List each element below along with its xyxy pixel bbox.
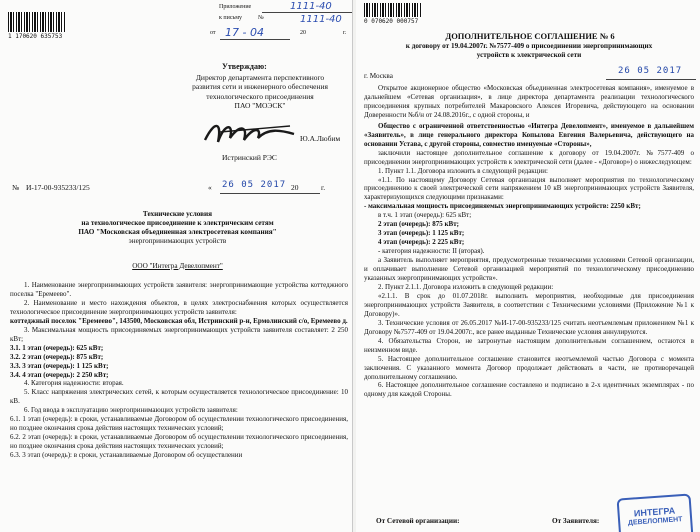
tu-item: 1. Наименование энергопринимающих устройств заявителя: энергопринимающие устройства коттеджного поселка "Еремеево". [10,281,348,298]
tu-title [20,210,335,246]
paragraph: 3. Технические условия от 26.05.2017 №И-17-00-935233/125 считать неотъемлемым приложением №1 к Договору №7577-409 от 19.04.2007г., все ранее выданные Технические условия аннулируются. [364,318,694,336]
agreement-title: ДОПОЛНИТЕЛЬНОЕ СОГЛАШЕНИЕ № 6 [445,31,615,41]
underline [220,39,290,40]
paragraph: «2.1.1. В срок до 01.07.2018г. выполнить мероприятия, необходимые для присоединения энергопринимающих устройств Заявителя, в соответствии с Техническими условиями (Приложение №1 к Договору)». [364,291,694,318]
tu-item: 3.2. 2 этап (очередь): 875 кВт; [10,352,104,361]
agreement-body [364,84,694,399]
doc-number: И-17-00-935233/125 [26,183,90,192]
stamp-text: ДЕВЕЛОПМЕНТ [627,515,683,527]
approver-line: ПАО "МОЭСК" [234,101,286,111]
paragraph: 4. Обязательства Сторон, не затронутые настоящим дополнительным соглашением, остаются в неизменном виде. [364,336,694,354]
letter-label: к письму [219,15,243,21]
tu-item: 6.1. 1 этап (очередь): в сроки, устанавливаемые Договором об осуществлении технологического присоединения, но позднее окончания срока действия настоящих технических условий; [10,415,348,433]
tu-item: 6. Год ввода в эксплуатацию энергопринимающих устройств заявителя: [24,406,238,415]
tu-title-line: ПАО "Московская объединенная электросетевая компания" [78,228,277,236]
year-label: 20 [300,30,306,36]
company-stamp-icon [617,493,694,532]
agreement-subtitle [362,42,696,60]
paragraph: Открытое акционерное общество «Московская объединенная электросетевая компания», именуемое в дальнейшем «Сетевая организация», в лице директора департамента реализации технологического присоединения крупных потребителей Макаровского Алексея Игоревича, действующего на основании Доверенности №б/н от 24.08.2016г., с одной стороны, и [364,84,694,119]
subtitle-line: устройств к электрической сети [476,51,582,59]
company-name: ООО "Интегра Девелопмент" [132,262,223,270]
signature-name: Ю.А.Любим [300,134,341,143]
tu-item: 3. Максимальная мощность присоединяемых энергопринимающих устройств заявителя составляет: 2 250 кВт; [10,325,349,343]
barcode-number: 0 070620 000757 [364,18,419,25]
date-stamp: 26 05 2017 [222,180,287,190]
approver-line: Директор департамента перспективного [195,73,325,82]
right-document-page [356,0,700,532]
applicant-signature-label: От Заявителя: [552,517,600,525]
date-year: 20 [291,183,299,192]
letter-no-value: 1111-40 [300,14,342,25]
date-from-label: от [210,30,216,36]
approver-line: развития сети и инженерного обеспечения [192,82,328,92]
approve-title: Утверждаю: [222,62,267,71]
tu-title-line: Технические условия [142,210,213,218]
tu-item: 6.3. 3 этап (очередь): в сроки, устанавливаемые Договором об осуществлении [10,451,243,460]
year-suffix: г. [343,30,347,36]
paragraph: 2. Пункт 2.1.1. Договора изложить в следующей редакции: [378,282,554,291]
date-from-value: 17 - 04 [225,26,264,39]
paragraph: 1. Пункт 1.1. Договора изложить в следующей редакции: [378,166,548,175]
date-open-quote: « [208,183,212,192]
tu-item: 3.1. 1 этап (очередь): 625 кВт; [10,343,104,352]
approver-position [170,73,350,111]
tu-item: коттеджный поселок "Еремеево", 143500, Московская обл, Истринский р-н, Ермолинский с/о, Еремеево д. [10,316,348,325]
paragraph: 3 этап (очередь): 1 125 кВт; [378,229,465,238]
tu-item: 2. Наименование и место нахождения объектов, в целях электроснабжения которых осуществляется технологическое присоединение энергопринимающих устройств заявителя: [10,298,348,316]
underline [262,12,352,13]
doc-number-label: № [12,183,20,192]
date-stamp: 26 05 2017 [618,66,683,76]
paragraph: а Заявитель выполняет мероприятия, предусмотренные техническими условиями Сетевой организации, и оплачивает выполнение Сетевой организацией мероприятий по технологическому присоединению указанных энергопринимающих устройств». [364,256,694,283]
tu-item: 4. Категория надежности: вторая. [24,379,124,388]
tu-item: 6.2. 2 этап (очередь): в сроки, устанавливаемые Договором об осуществлении технологического присоединения, но позднее окончания срока действия настоящих технических условий; [10,433,348,451]
tu-item: 5. Класс напряжения электрических сетей, к которым осуществляется технологическое присоединение: 10 кВ. [10,388,349,406]
paragraph: - категория надежности: II (вторая). [378,247,485,256]
underline [606,79,696,80]
tu-item: 3.4. 4 этап (очередь): 2 250 кВт; [10,370,109,379]
paragraph: 4 этап (очередь): 2 225 кВт; [378,238,465,247]
approver-line: технологического присоединения [206,91,314,101]
tu-item: 3.3. 3 этап (очередь): 1 125 кВт; [10,361,109,370]
barcode [364,3,422,17]
paragraph: 5. Настоящее дополнительное соглашение становится неотъемлемой частью Договора с момента заключения. С указанного момента Договор продолжает действовать в части, не противоречащей дополнительному соглашению. [364,354,694,381]
paragraph: «1.1. По настоящему Договору Сетевая организация выполняет мероприятия по технологическому присоединению к своей электрической сети напряжением 10 кВ энергопринимающих устройств Заявителя, характеризующихся следующими признаками: [364,175,694,202]
attachment-label: Приложение [219,4,252,10]
paragraph: 6. Настоящее дополнительное соглашение составлено и подписано в 2-х идентичных экземплярах - по одному для каждой Стороны. [364,381,694,399]
subtitle-line: к договору от 19.04.2007г. №7577-409 о присоединении энергопринимающих [405,42,653,50]
barcode [8,12,66,32]
date-g: г. [321,183,326,192]
tu-items [10,281,348,460]
tu-title-line: энергопринимающих устройств [128,237,227,245]
signature-icon [200,112,300,152]
paragraph: - максимальная мощность присоединяемых энергопринимающих устройств: 2250 кВт; [364,202,641,211]
res-name: Истринский РЭС [222,153,277,162]
tu-title-line: на технологическое присоединение к электрическим сетям [81,219,274,227]
underline [220,193,320,194]
paragraph: заключили настоящее дополнительное соглашение к договору от 19.04.2007г. №7577-409 о присоединении энергопринимающих устройств к электрической сети (далее - «Договор») о нижеследующем: [364,148,694,166]
letter-no-label: № [258,15,264,21]
paragraph: Общество с ограниченной ответственностью «Интегра Девелопмент», именуемое в дальнейшем «Заявитель», в лице генерального директора Копылова Евгения Валерьевича, действующего на основании Устава, с другой стороны, совместно именуемые «Стороны», [364,121,694,148]
network-org-signature-label: От Сетевой организации: [376,517,460,525]
paragraph: 2 этап (очередь): 875 кВт; [378,220,459,229]
paragraph: в т.ч. 1 этап (очередь): 625 кВт; [378,211,472,220]
attachment-value: 1111-40 [290,1,332,12]
stamp-text: ИНТЕГРА [633,505,676,519]
city: г. Москва [364,72,393,80]
barcode-number: 1 170620 635753 [8,33,63,40]
